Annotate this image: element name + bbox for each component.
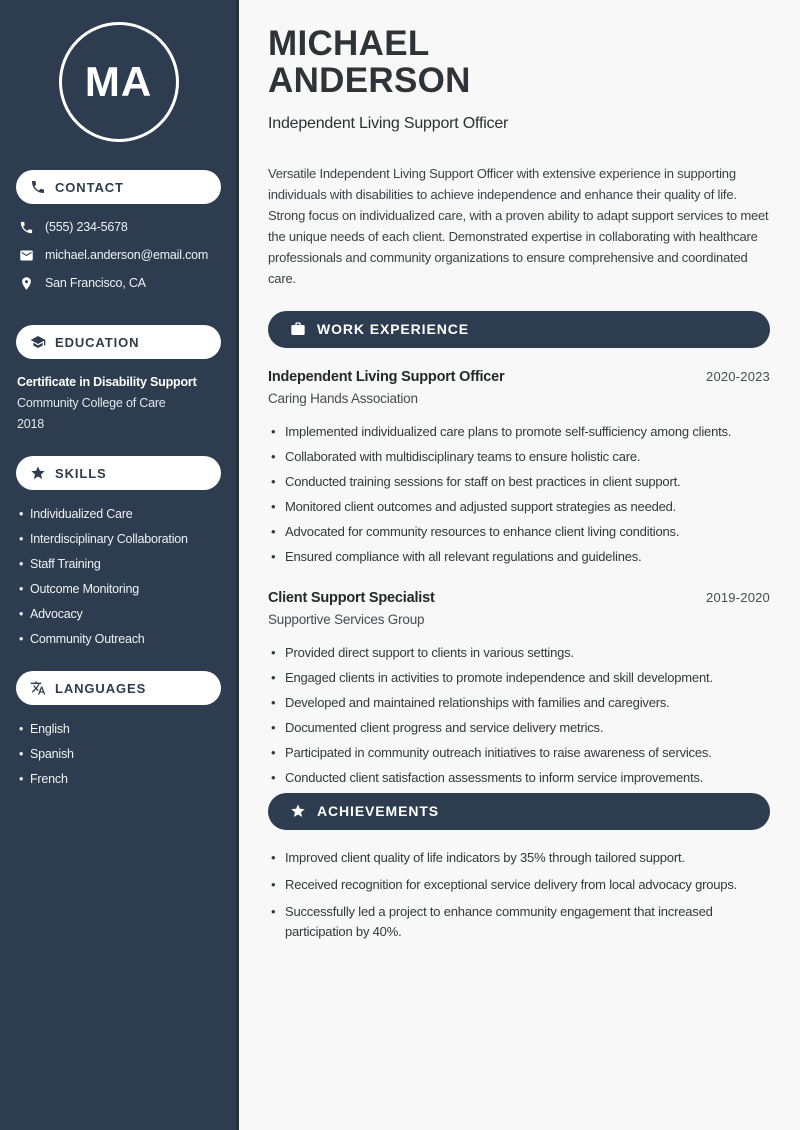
skills-section-title: SKILLS — [55, 465, 107, 481]
name-line-1: MICHAEL — [268, 24, 430, 63]
job-header-row — [268, 369, 770, 385]
contact-item-phone — [16, 213, 221, 241]
skill-item: • Interdisciplinary Collaboration — [16, 526, 221, 551]
work-experience-section-header — [268, 311, 770, 348]
skills-section-header — [16, 456, 221, 490]
education-degree: Certificate in Disability Support — [17, 375, 197, 389]
job-bullet: • Developed and maintained relationships with families and caregivers. — [268, 693, 770, 712]
location-icon — [19, 276, 34, 291]
job-bullet: • Conducted training sessions for staff on best practices in client support. — [268, 472, 770, 491]
page-title — [268, 26, 770, 100]
languages-list — [16, 716, 221, 791]
avatar-initials: MA — [84, 58, 153, 105]
education-school: Community College of Care — [17, 396, 166, 410]
contact-item-location — [16, 269, 221, 297]
job-bullet: • Conducted client satisfaction assessments to inform service improvements. — [268, 768, 770, 787]
job-entry — [268, 369, 770, 566]
skill-item: • Individualized Care — [16, 501, 221, 526]
contact-list — [16, 213, 221, 297]
graduation-cap-icon — [30, 334, 46, 350]
achievement-bullet: • Successfully led a project to enhance community engagement that increased participation by 40%. — [268, 902, 770, 942]
skills-list — [16, 501, 221, 651]
job-bullet: • Collaborated with multidisciplinary teams to ensure holistic care. — [268, 447, 770, 466]
job-dates: 2020-2023 — [706, 368, 770, 384]
contact-section-header — [16, 170, 221, 204]
job-company: Supportive Services Group — [268, 611, 425, 627]
main-content — [239, 0, 800, 1130]
email-address: michael.anderson@email.com — [45, 248, 209, 262]
job-bullet-list — [268, 422, 770, 566]
job-bullet-list — [268, 643, 770, 787]
star-icon — [290, 803, 306, 819]
languages-section-title: LANGUAGES — [55, 680, 147, 696]
contact-section-title: CONTACT — [55, 179, 124, 195]
job-title: Client Support Specialist — [268, 589, 435, 606]
language-item: • French — [16, 766, 221, 791]
job-dates: 2019-2020 — [706, 589, 770, 605]
sidebar — [0, 0, 239, 1130]
name-line-2: ANDERSON — [268, 60, 471, 100]
skill-item: • Outcome Monitoring — [16, 576, 221, 601]
achievements-title: ACHIEVEMENTS — [317, 803, 440, 819]
job-bullet: • Provided direct support to clients in various settings. — [268, 643, 770, 662]
education-year: 2018 — [17, 417, 45, 431]
avatar — [59, 22, 179, 142]
job-bullet: • Ensured compliance with all relevant regulations and guidelines. — [268, 547, 770, 566]
job-bullet: • Documented client progress and service delivery metrics. — [268, 718, 770, 737]
translate-icon — [30, 680, 46, 696]
location-text: San Francisco, CA — [45, 276, 146, 290]
languages-section-header — [16, 671, 221, 705]
mail-icon — [19, 248, 34, 263]
skill-item: • Advocacy — [16, 601, 221, 626]
profile-summary: Versatile Independent Living Support Officer with extensive experience in supporting individuals with disabilities to achieve independence and enhance their quality of life. Strong focus on individualized care, with a proven ability to adapt support services to meet the unique needs of each client. Demonstrated expertise in collaborating with healthcare professionals and community organizations to ensure comprehensive and coordinated care. — [268, 165, 769, 286]
skill-item: • Community Outreach — [16, 626, 221, 651]
phone-icon — [30, 179, 46, 195]
achievements-list — [268, 848, 770, 942]
skill-item: • Staff Training — [16, 551, 221, 576]
work-experience-title: WORK EXPERIENCE — [317, 321, 469, 337]
education-entry — [16, 372, 221, 435]
star-icon — [30, 465, 46, 481]
education-section-header — [16, 325, 221, 359]
achievements-section-header — [268, 793, 770, 830]
job-bullet: • Participated in community outreach initiatives to raise awareness of services. — [268, 743, 770, 762]
language-item: • Spanish — [16, 741, 221, 766]
job-bullet: • Implemented individualized care plans to promote self-sufficiency among clients. — [268, 422, 770, 441]
achievement-bullet: • Improved client quality of life indicators by 35% through tailored support. — [268, 848, 770, 868]
briefcase-icon — [290, 321, 306, 337]
achievement-bullet: • Received recognition for exceptional service delivery from local advocacy groups. — [268, 875, 770, 895]
contact-item-email — [16, 241, 221, 269]
job-header-row — [268, 590, 770, 606]
job-bullet: • Monitored client outcomes and adjusted support strategies as needed. — [268, 497, 770, 516]
job-bullet: • Advocated for community resources to enhance client living conditions. — [268, 522, 770, 541]
phone-number: (555) 234-5678 — [45, 220, 128, 234]
job-title: Independent Living Support Officer — [268, 368, 505, 385]
job-headline: Independent Living Support Officer — [268, 114, 509, 132]
job-bullet: • Engaged clients in activities to promote independence and skill development. — [268, 668, 770, 687]
phone-icon — [19, 220, 34, 235]
language-item: • English — [16, 716, 221, 741]
education-section-title: EDUCATION — [55, 334, 140, 350]
job-entry — [268, 590, 770, 787]
job-company: Caring Hands Association — [268, 390, 418, 406]
